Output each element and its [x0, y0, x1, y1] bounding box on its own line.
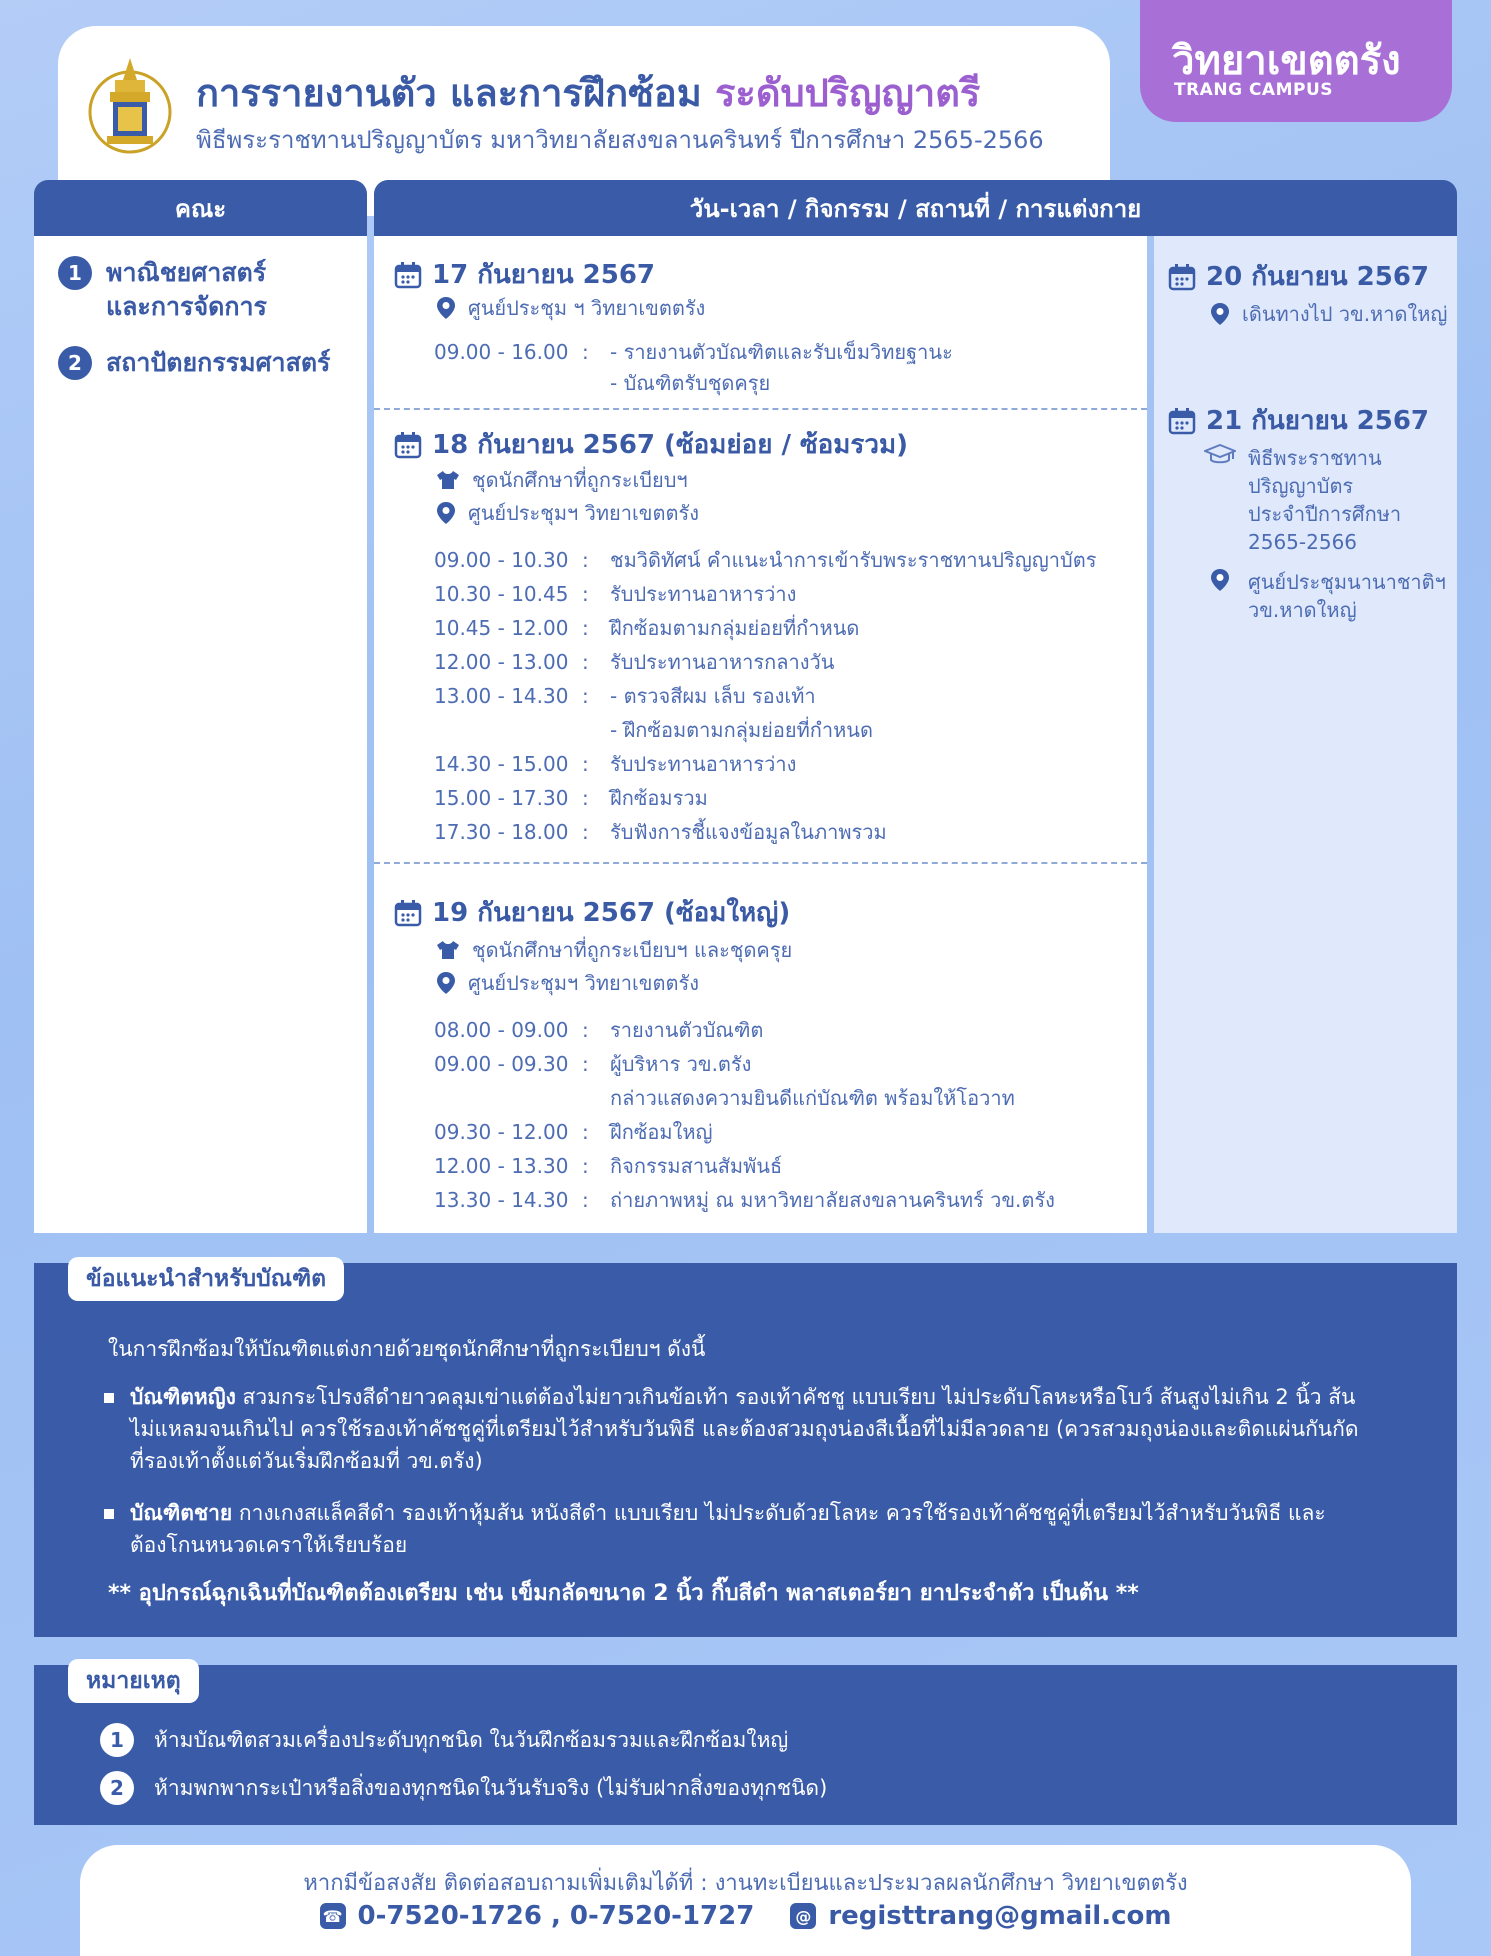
- day-21-ceremony: [1204, 444, 1401, 556]
- section-divider: [374, 408, 1147, 410]
- schedule-row: 09.00 - 10.30 : ชมวิดิทัศน์ คำแนะนำการเข้ารับพระราชทานปริญญาบัตร: [434, 548, 1097, 572]
- advice-section: [34, 1263, 1457, 1637]
- day-19-schedule: [434, 1013, 1055, 1217]
- calendar-icon: [394, 899, 422, 927]
- email-address[interactable]: registtrang@gmail.com: [828, 1901, 1172, 1931]
- campus-badge: [1140, 0, 1452, 122]
- location-pin-icon: [436, 296, 456, 320]
- schedule-column-header: วัน-เวลา / กิจกรรม / สถานที่ / การแต่งกาย: [374, 180, 1457, 236]
- schedule-main-column: [374, 236, 1147, 1233]
- faculty-name: พาณิชยศาสตร์: [106, 258, 267, 287]
- note-item: 2 ห้ามพกพากระเป๋าหรือสิ่งของทุกชนิดในวันรับจริง (ไม่รับฝากสิ่งของทุกชนิด): [100, 1771, 827, 1805]
- faculty-name-line2: และการจัดการ: [106, 292, 267, 321]
- phone-number[interactable]: 0-7520-1726 , 0-7520-1727: [357, 1901, 755, 1931]
- schedule-row: 10.45 - 12.00 : ฝึกซ้อมตามกลุ่มย่อยที่กำหนด: [434, 616, 860, 640]
- ceremony-line: พิธีพระราชทาน: [1248, 446, 1382, 470]
- campus-name-th: วิทยาเขตตรัง: [1172, 38, 1401, 84]
- number-badge: 2: [100, 1771, 134, 1805]
- location-pin-icon: [1210, 568, 1230, 592]
- location-line: ศูนย์ประชุมนานาชาติฯ: [1248, 570, 1446, 594]
- advice-female: บัณฑิตหญิง สวมกระโปรงสีดำยาวคลุมเข่าแต่ต้องไม่ยาวเกินข้อเท้า รองเท้าคัชชู แบบเรียบ ไม่ประดับโลหะหรือโบว์ ส้นสูงไม่เกิน 2 นิ้ว ส้นไม่แหลมจนเกินไป ควรใช้รองเท้าคัชชูคู่ที่เตรียมไว้สำหรับวันพิธี และต้องสวมถุงน่องสีเนื้อที่ไม่มีลวดลาย (ควรสวมถุงน่องและติดแผ่นกันกัดที่รองเท้าตั้งแต่วันเริ่มฝึกซ้อมที่ วข.ตรัง): [130, 1381, 1360, 1477]
- number-badge: 1: [58, 256, 92, 290]
- schedule-row: 09.00 - 16.00 : - รายงานตัวบัณฑิตและรับเข็มวิทยฐานะ: [434, 340, 953, 364]
- contact-text: หากมีข้อสงสัย ติดต่อสอบถามเพิ่มเติมได้ที่ : งานทะเบียนและประมวลผลนักศึกษา วิทยาเขตตรัง: [303, 1871, 1188, 1896]
- footer-contact: [80, 1845, 1411, 1956]
- calendar-icon: [394, 261, 422, 289]
- location-line: วข.หาดใหญ่: [1248, 598, 1357, 622]
- number-badge: 1: [100, 1723, 134, 1757]
- faculty-name: สถาปัตยกรรมศาสตร์: [106, 348, 331, 377]
- day-18-title: 18 กันยายน 2567 (ซ้อมย่อย / ซ้อมรวม): [394, 424, 908, 465]
- advice-male: บัณฑิตชาย กางเกงสแล็คสีดำ รองเท้าหุ้มส้น หนังสีดำ แบบเรียบ ไม่ประดับด้วยโลหะ ควรใช้รองเท้าคัชชูคู่ที่เตรียมไว้สำหรับวันพิธี และต้องโกนหนวดเคราให้เรียบร้อย: [130, 1497, 1360, 1561]
- day-21-location: [1210, 568, 1446, 624]
- schedule-row: 09.30 - 12.00 : ฝึกซ้อมใหญ่: [434, 1120, 713, 1144]
- campus-name-en: TRANG CAMPUS: [1174, 80, 1333, 100]
- day-20-title: 20 กันยายน 2567: [1168, 256, 1429, 297]
- location-pin-icon: [436, 501, 456, 525]
- schedule-row: 13.00 - 14.30 : - ตรวจสีผม เล็บ รองเท้า: [434, 684, 816, 708]
- shirt-icon: [436, 940, 460, 960]
- day-18-dress: ชุดนักศึกษาที่ถูกระเบียบฯ: [436, 464, 688, 496]
- notes-tag: หมายเหตุ: [68, 1659, 199, 1703]
- ceremony-line: 2565-2566: [1248, 530, 1358, 554]
- bullet-square: [104, 1509, 114, 1519]
- calendar-icon: [1168, 263, 1196, 291]
- day-19-title: 19 กันยายน 2567 (ซ้อมใหญ่): [394, 892, 790, 933]
- schedule-row: 12.00 - 13.30 : กิจกรรมสานสัมพันธ์: [434, 1154, 783, 1178]
- phone-contact: [320, 1901, 755, 1931]
- page-subtitle: พิธีพระราชทานปริญญาบัตร มหาวิทยาลัยสงขลานครินทร์ ปีการศึกษา 2565-2566: [196, 126, 1044, 154]
- location-pin-icon: [436, 971, 456, 995]
- day-18-schedule: [434, 543, 1096, 849]
- faculty-column-header: คณะ: [34, 180, 367, 236]
- schedule-row: - ฝึกซ้อมตามกลุ่มย่อยที่กำหนด: [610, 718, 873, 742]
- schedule-side-column: [1154, 236, 1457, 1233]
- university-logo: [85, 50, 175, 160]
- notes-section: [34, 1665, 1457, 1825]
- schedule-row: 15.00 - 17.30 : ฝึกซ้อมรวม: [434, 786, 708, 810]
- shirt-icon: [436, 470, 460, 490]
- section-divider: [374, 862, 1147, 864]
- calendar-icon: [1168, 407, 1196, 435]
- day-18-location: ศูนย์ประชุมฯ วิทยาเขตตรัง: [436, 497, 699, 529]
- day-17-title: 17 กันยายน 2567: [394, 254, 655, 295]
- day-19-dress: ชุดนักศึกษาที่ถูกระเบียบฯ และชุดครุย: [436, 934, 792, 966]
- at-sign-icon: @: [790, 1903, 816, 1929]
- ceremony-line: ปริญญาบัตร: [1248, 474, 1354, 498]
- number-badge: 2: [58, 346, 92, 380]
- contact-details: [80, 1901, 1411, 1931]
- calendar-icon: [394, 431, 422, 459]
- schedule-row: 13.30 - 14.30 : ถ่ายภาพหมู่ ณ มหาวิทยาลัยสงขลานครินทร์ วข.ตรัง: [434, 1188, 1055, 1212]
- faculty-column: [34, 236, 367, 1233]
- note-item: 1 ห้ามบัณฑิตสวมเครื่องประดับทุกชนิด ในวันฝึกซ้อมรวมและฝึกซ้อมใหญ่: [100, 1723, 788, 1757]
- schedule-row: กล่าวแสดงความยินดีแก่บัณฑิต พร้อมให้โอวาท: [610, 1086, 1015, 1110]
- phone-icon: ☎: [320, 1903, 346, 1929]
- graduation-cap-icon: [1204, 444, 1236, 466]
- advice-intro: ในการฝึกซ้อมให้บัณฑิตแต่งกายด้วยชุดนักศึกษาที่ถูกระเบียบฯ ดังนี้: [108, 1337, 706, 1361]
- day-20-location: เดินทางไป วข.หาดใหญ่: [1210, 298, 1447, 330]
- ceremony-line: ประจำปีการศึกษา: [1248, 502, 1402, 526]
- faculty-item: [58, 256, 267, 324]
- emergency-warning: ** อุปกรณ์ฉุกเฉินที่บัณฑิตต้องเตรียม เช่น เข็มกลัดขนาด 2 นิ้ว กิ๊บสีดำ พลาสเตอร์ยา ยาประจำตัว เป็นต้น **: [108, 1581, 1139, 1606]
- schedule-row: - บัณฑิตรับชุดครุย: [610, 371, 771, 395]
- schedule-row: 10.30 - 10.45 : รับประทานอาหารว่าง: [434, 582, 797, 606]
- schedule-row: 12.00 - 13.00 : รับประทานอาหารกลางวัน: [434, 650, 835, 674]
- schedule-row: 14.30 - 15.00 : รับประทานอาหารว่าง: [434, 752, 797, 776]
- schedule-row: 08.00 - 09.00 : รายงานตัวบัณฑิต: [434, 1018, 764, 1042]
- advice-tag: ข้อแนะนำสำหรับบัณฑิต: [68, 1257, 344, 1301]
- location-pin-icon: [1210, 302, 1230, 326]
- day-21-title: 21 กันยายน 2567: [1168, 400, 1429, 441]
- bullet-square: [104, 1393, 114, 1403]
- schedule-row: 09.00 - 09.30 : ผู้บริหาร วข.ตรัง: [434, 1052, 752, 1076]
- day-17-location: ศูนย์ประชุม ฯ วิทยาเขตตรัง: [436, 292, 705, 324]
- page-title: การรายงานตัว และการฝึกซ้อม ระดับปริญญาตรี: [196, 71, 981, 115]
- email-contact: [790, 1901, 1171, 1931]
- day-19-location: ศูนย์ประชุมฯ วิทยาเขตตรัง: [436, 967, 699, 999]
- faculty-item: [58, 346, 331, 380]
- day-17-schedule: [434, 335, 953, 397]
- schedule-row: 17.30 - 18.00 : รับฟังการชี้แจงข้อมูลในภาพรวม: [434, 820, 887, 844]
